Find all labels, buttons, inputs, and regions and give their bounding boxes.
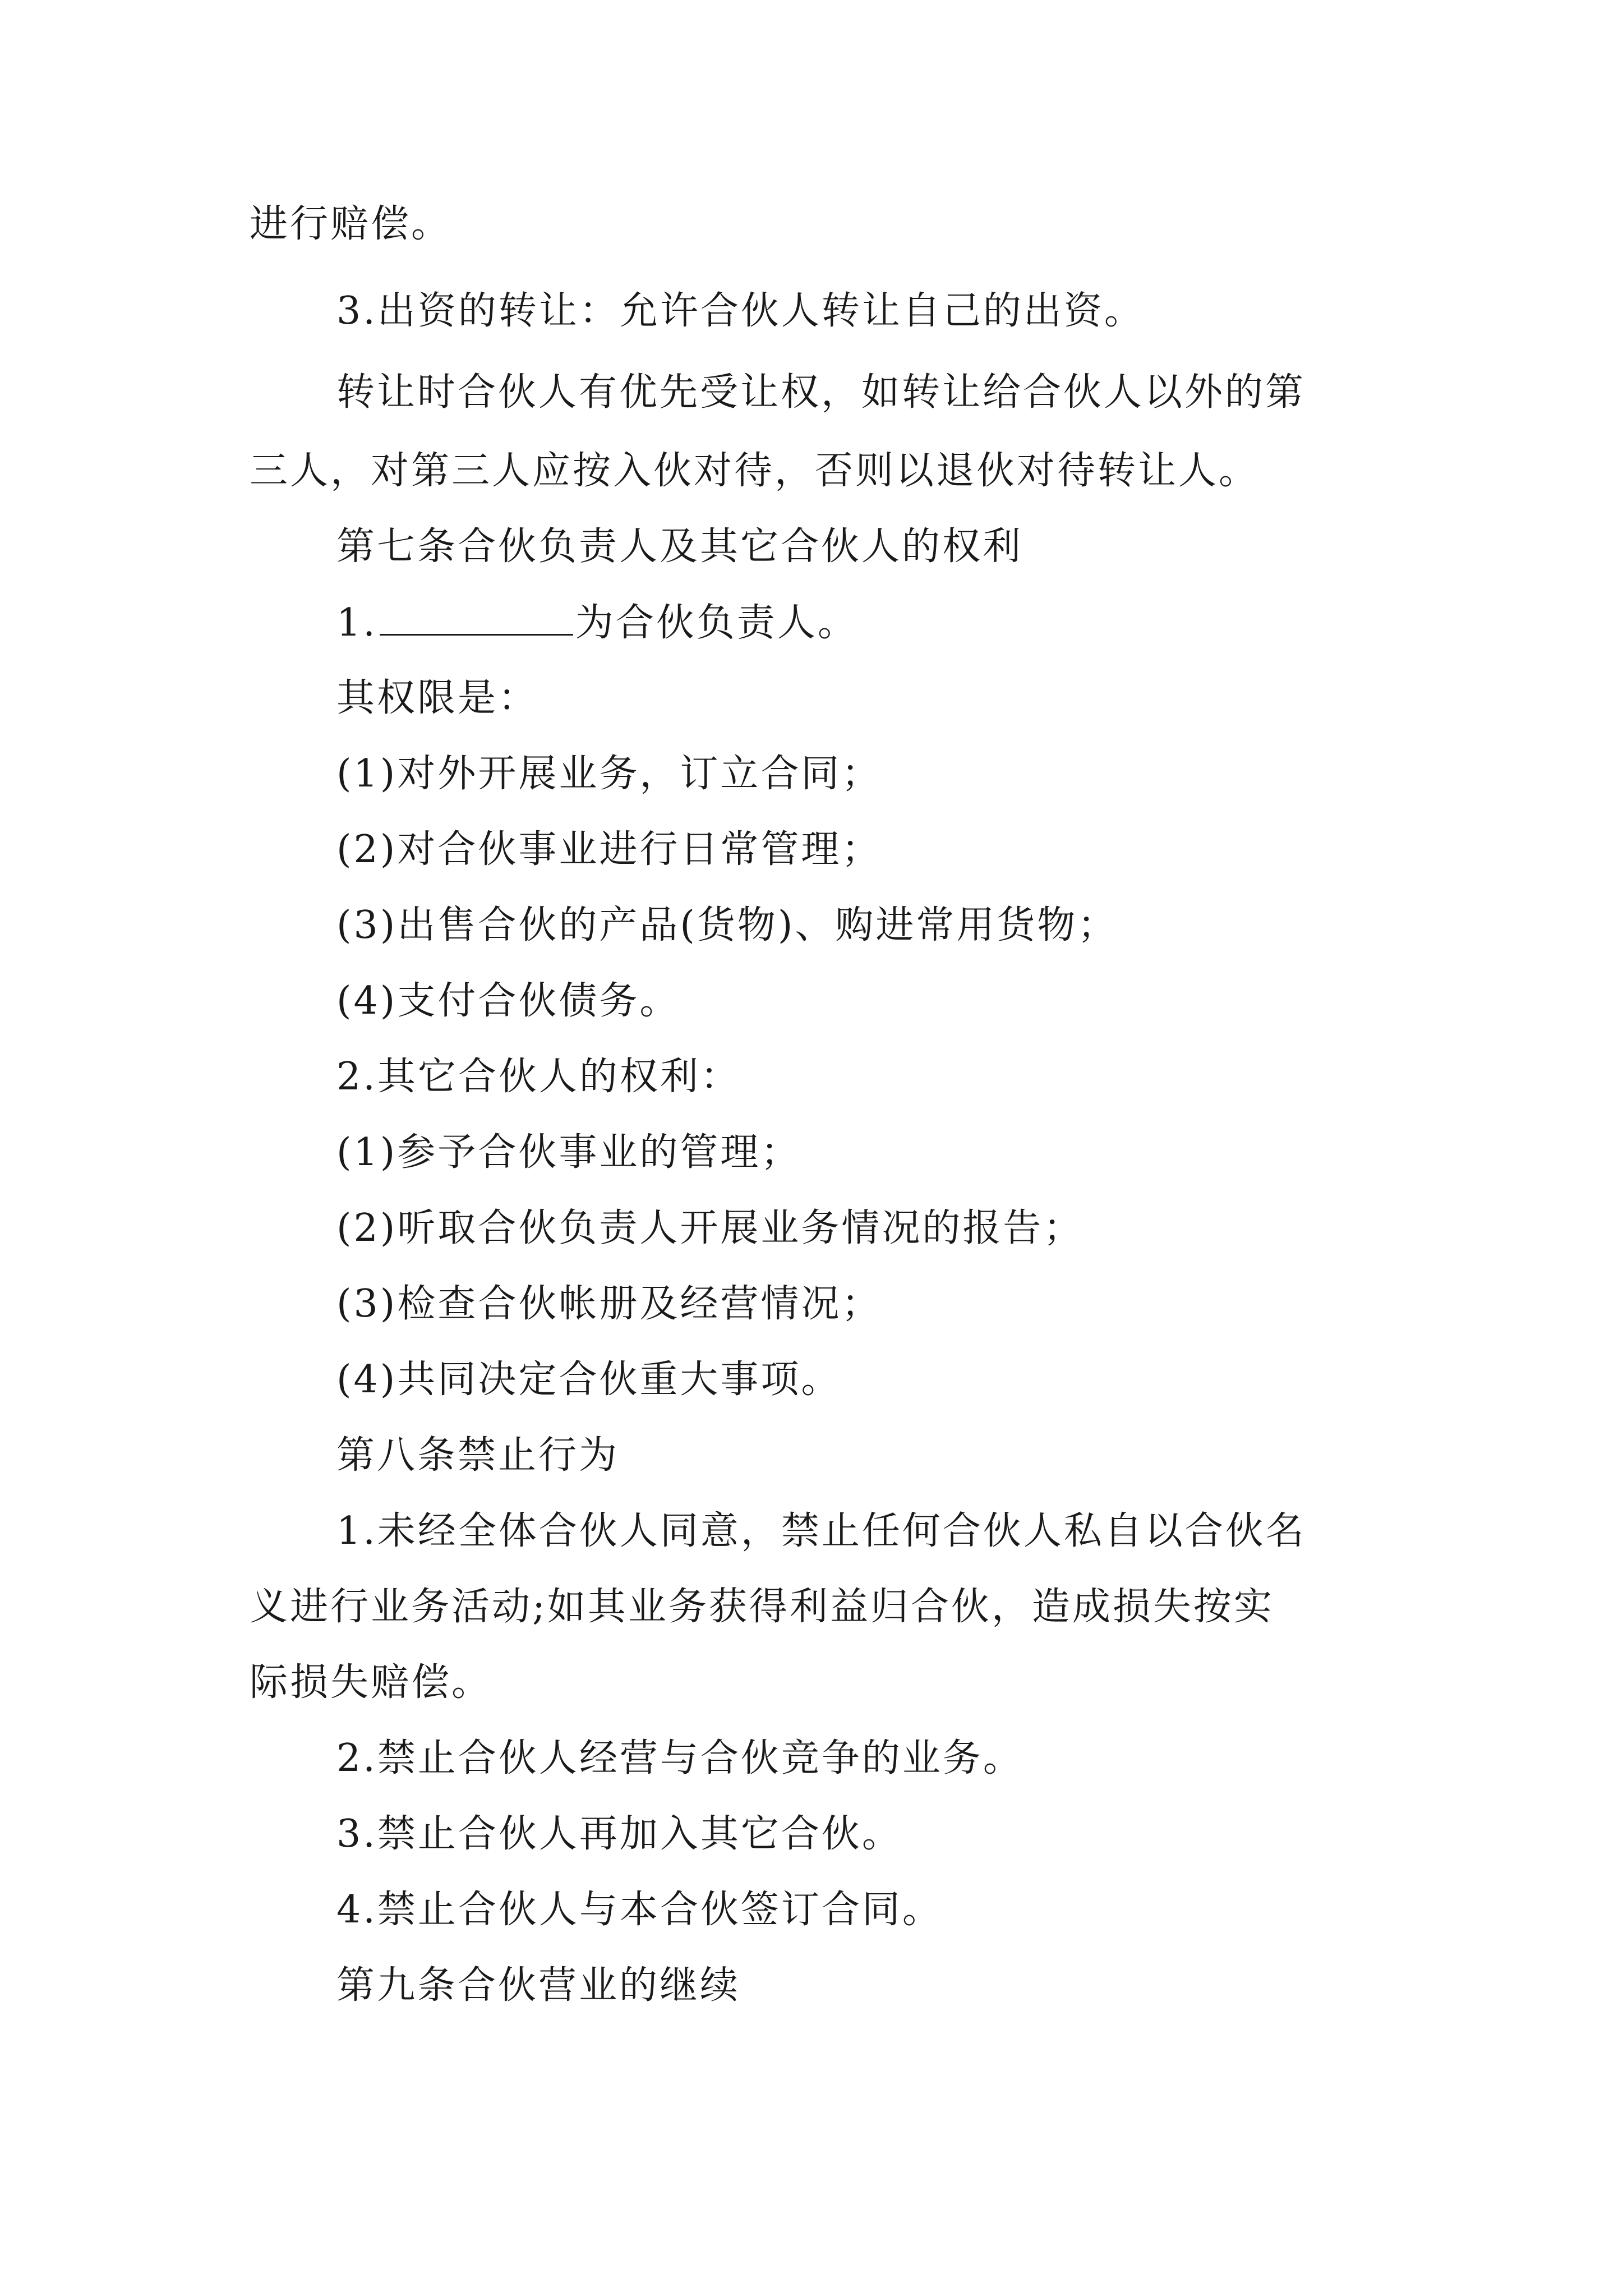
list-item: (1)对外开展业务，订立合同； [336, 752, 882, 796]
list-item: (3)出售合伙的产品(货物)、购进常用货物； [336, 903, 1118, 947]
blank-field [380, 600, 573, 636]
paragraph-line: 4.禁止合伙人与本合伙签订合同。 [336, 1888, 943, 1932]
paragraph-line: 其权限是： [336, 676, 539, 720]
paragraph-line: 进行赔偿。 [250, 202, 452, 246]
list-number: 1. [336, 601, 377, 645]
paragraph-line: 3.禁止合伙人再加入其它合伙。 [336, 1812, 902, 1856]
paragraph-line: 2.禁止合伙人经营与合伙竞争的业务。 [336, 1736, 1023, 1780]
paragraph-line: 3.出资的转让：允许合伙人转让自己的出资。 [336, 289, 1145, 333]
list-item: (4)共同决定合伙重大事项。 [336, 1358, 842, 1402]
list-item: (2)听取合伙负责人开展业务情况的报告； [336, 1206, 1084, 1250]
list-item: (3)检查合伙帐册及经营情况； [336, 1282, 882, 1326]
paragraph-line: 义进行业务活动;如其业务获得利益归合伙，造成损失按实 [250, 1585, 1274, 1629]
section-heading: 第九条合伙营业的继续 [336, 1963, 741, 2008]
paragraph-line: 际损失赔偿。 [250, 1660, 492, 1705]
section-heading: 第八条禁止行为 [336, 1433, 620, 1478]
list-item: (2)对合伙事业进行日常管理； [336, 827, 882, 872]
paragraph-line: 2.其它合伙人的权利： [336, 1055, 741, 1099]
section-heading: 第七条合伙负责人及其它合伙人的权利 [336, 524, 1023, 569]
paragraph-line: 转让时合伙人有优先受让权，如转让给合伙人以外的第 [336, 370, 1306, 415]
paragraph-line: 1.未经全体合伙人同意，禁止任何合伙人私自以合伙名 [336, 1509, 1306, 1553]
paragraph-line: 三人，对第三人应按入伙对待，否则以退伙对待转让人。 [250, 449, 1260, 493]
fill-in-text: 为合伙负责人。 [575, 601, 858, 645]
list-item: (4)支付合伙债务。 [336, 979, 680, 1023]
fill-in-line [336, 600, 1475, 646]
list-item: (1)参予合伙事业的管理； [336, 1130, 801, 1175]
